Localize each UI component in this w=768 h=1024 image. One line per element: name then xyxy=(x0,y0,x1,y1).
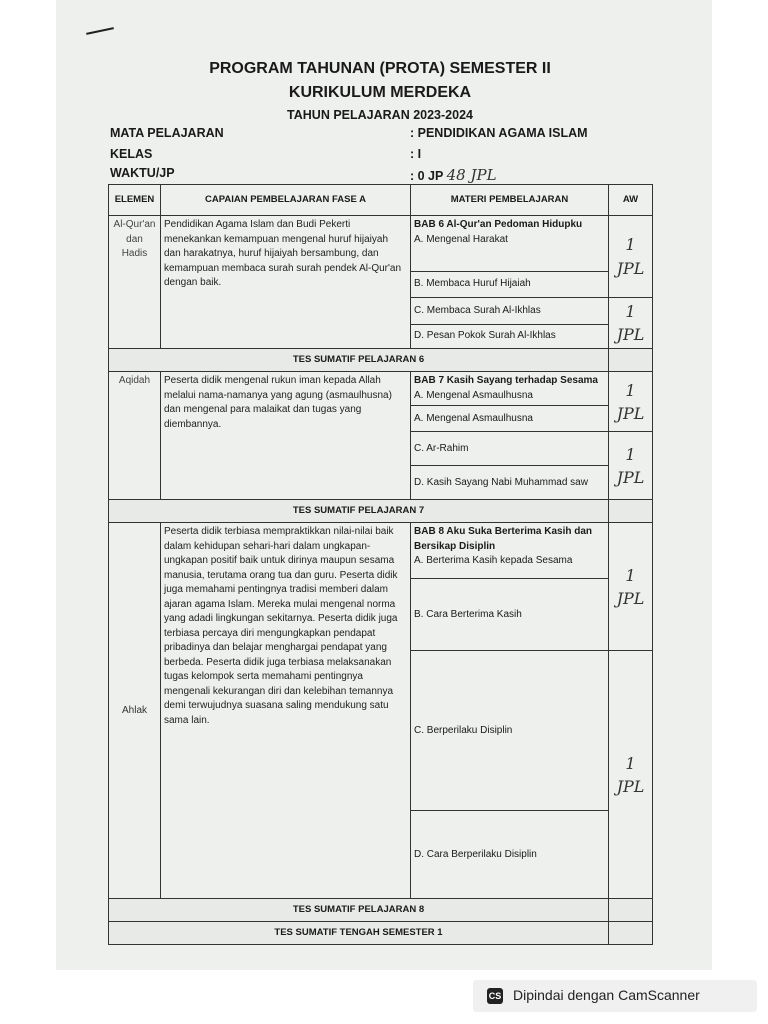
meta-label: MATA PELAJARAN xyxy=(110,126,224,140)
camscanner-text: Dipindai dengan CamScanner xyxy=(513,987,700,1003)
aw-cell xyxy=(609,298,653,349)
sumatif-aw xyxy=(609,500,653,523)
sumatif-row xyxy=(109,899,653,922)
header-elemen: ELEMEN xyxy=(109,185,161,216)
materi-item: D. Kasih Sayang Nabi Muhammad saw xyxy=(411,466,609,500)
sumatif-row xyxy=(109,349,653,372)
elemen-cell: Aqidah xyxy=(109,372,161,500)
materi-item: A. Mengenal Harakat xyxy=(414,233,508,245)
meta-value: : I xyxy=(410,147,422,161)
header-materi: MATERI PEMBELAJARAN xyxy=(411,185,609,216)
bab-title: BAB 8 Aku Suka Berterima Kasih dan Bersikap Disiplin xyxy=(414,526,593,552)
materi-item: B. Membaca Huruf Hijaiah xyxy=(411,272,609,298)
final-sumatif-label: TES SUMATIF TENGAH SEMESTER 1 xyxy=(109,922,609,945)
aw-cell xyxy=(609,523,653,651)
meta-label: WAKTU/JP xyxy=(110,166,175,180)
sumatif-aw xyxy=(609,922,653,945)
sumatif-row xyxy=(109,500,653,523)
table-header-row xyxy=(109,185,653,216)
materi-cell xyxy=(411,216,609,272)
handwritten-aw: 1 JPL xyxy=(616,753,645,796)
aw-cell xyxy=(609,372,653,432)
materi-item: C. Berperilaku Disiplin xyxy=(411,651,609,811)
table-row xyxy=(109,523,653,579)
capaian-cell: Peserta didik terbiasa mempraktikkan nilai-nilai baik dalam kehidupan sehari-hari dalam ungkapan-ungkapan positif baik untuk dirinya maupun sesama manusia, terutama orang tua dan guru. Peserta didik juga memahami pentingnya tradisi memberi dalam ajaran agama Islam. Mereka mulai mengenal norma yang adadi lingkungan sekitarnya. Peserta didik juga terbiasa percaya diri mengungkapkan pendapat pribadinya dan belajar menghargai pendapat yang berbeda. Peserta didik juga terbiasa melaksanakan tugas kelompok serta memahami pentingnya mengenali kekurangan diri dan kelebihan temannya demi terwujudnya suasana saling mendukung satu sama lain. xyxy=(161,523,411,899)
elemen-cell: Al-Qur'an dan Hadis xyxy=(109,216,161,349)
document-title: PROGRAM TAHUNAN (PROTA) SEMESTER II xyxy=(209,60,551,77)
materi-item: D. Pesan Pokok Surah Al-Ikhlas xyxy=(411,324,609,349)
camscanner-logo-icon: CS xyxy=(487,988,503,1004)
table-row xyxy=(109,216,653,272)
materi-item: A. Mengenal Asmaulhusna xyxy=(414,389,533,401)
handwritten-aw: 1 JPL xyxy=(616,380,645,423)
materi-item: C. Membaca Surah Al-Ikhlas xyxy=(411,298,609,325)
meta-value: : PENDIDIKAN AGAMA ISLAM xyxy=(410,126,588,140)
handwritten-aw: 1 JPL xyxy=(616,444,645,487)
document-subtitle: KURIKULUM MERDEKA xyxy=(288,84,472,101)
meta-label: KELAS xyxy=(110,147,153,161)
bab-title: BAB 7 Kasih Sayang terhadap Sesama xyxy=(414,375,598,387)
prota-table xyxy=(108,184,653,945)
materi-cell xyxy=(411,372,609,406)
academic-year: TAHUN PELAJARAN 2023-2024 xyxy=(287,108,473,122)
materi-item: B. Cara Berterima Kasih xyxy=(411,579,609,651)
aw-cell xyxy=(609,216,653,298)
sumatif-aw xyxy=(609,349,653,372)
table-row xyxy=(109,372,653,406)
sumatif-label: TES SUMATIF PELAJARAN 7 xyxy=(109,500,609,523)
materi-item: A. Berterima Kasih kepada Sesama xyxy=(414,555,573,567)
meta-row-class xyxy=(110,147,670,165)
aw-cell xyxy=(609,651,653,899)
aw-cell xyxy=(609,432,653,500)
handwritten-note: 48 JPL xyxy=(446,166,497,184)
capaian-cell: Pendidikan Agama Islam dan Budi Pekerti menekankan kemampuan mengenal huruf hijaiyah dan harakatnya, huruf hijaiyah bersambung, dan kemampuan membaca surah surah pendek Al-Qur'an dengan baik. xyxy=(161,216,411,349)
header-capaian: CAPAIAN PEMBELAJARAN FASE A xyxy=(161,185,411,216)
sumatif-row xyxy=(109,922,653,945)
sumatif-aw xyxy=(609,899,653,922)
camscanner-badge xyxy=(473,980,757,1012)
materi-cell xyxy=(411,523,609,579)
meta-value xyxy=(410,166,497,184)
bab-title: BAB 6 Al-Qur'an Pedoman Hidupku xyxy=(414,219,583,230)
materi-item: D. Cara Berperilaku Disiplin xyxy=(411,811,609,899)
materi-item: A. Mengenal Asmaulhusna xyxy=(411,406,609,432)
meta-row-subject xyxy=(110,126,670,144)
materi-item: C. Ar-Rahim xyxy=(411,432,609,466)
elemen-cell: Ahlak xyxy=(109,523,161,899)
meta-row-time xyxy=(110,166,670,184)
sumatif-label: TES SUMATIF PELAJARAN 8 xyxy=(109,899,609,922)
header-aw: AW xyxy=(609,185,653,216)
sumatif-label: TES SUMATIF PELAJARAN 6 xyxy=(109,349,609,372)
handwritten-aw: 1 JPL xyxy=(616,235,645,278)
handwritten-aw: 1 JPL xyxy=(616,302,645,345)
meta-value-text: : 0 JP xyxy=(410,169,444,183)
handwritten-aw: 1 JPL xyxy=(616,565,645,608)
capaian-cell: Peserta didik mengenal rukun iman kepada Allah melalui nama-namanya yang agung (asmaulhusna) dan mengenal para malaikat dan tugas yang diembannya. xyxy=(161,372,411,500)
